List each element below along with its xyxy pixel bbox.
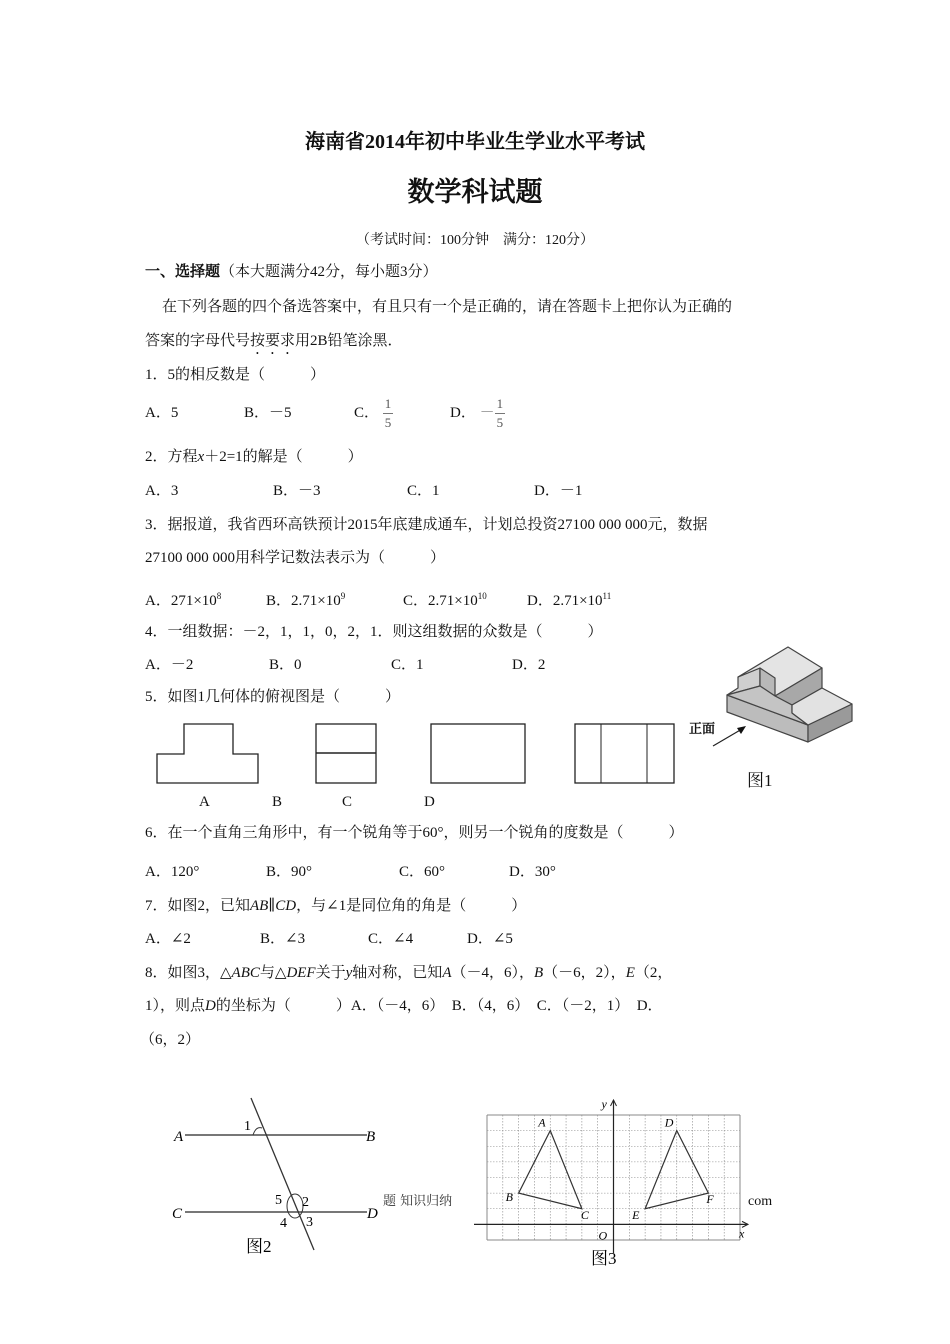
q3-option-d: D．$2.71\times 10^{11}$ — [527, 591, 612, 609]
vertex-label-f: F — [706, 1192, 714, 1207]
q3-line-1: 3．据报道，我省西环高铁预计2015年底建成通车，计划总投资27100 000 000元，数据 — [145, 517, 708, 533]
angle-3-label: 3 — [306, 1215, 313, 1230]
y-axis-label: y — [601, 1097, 607, 1111]
q4-option-d: D．2 — [512, 657, 546, 673]
figure-2-caption: 图2 — [246, 1237, 272, 1256]
q2-option-a: A．3 — [145, 483, 179, 499]
q5-label-c: C — [342, 794, 353, 810]
q7-option-c: C．∠4 — [368, 931, 414, 947]
q2-option-d: D．－1 — [534, 483, 583, 499]
vertex-label-b: B — [505, 1190, 513, 1205]
angle-5-label: 5 — [275, 1193, 282, 1208]
angle-2-label: 2 — [302, 1195, 309, 1210]
q7-option-d: D．∠5 — [467, 931, 513, 947]
point-a-label: A — [174, 1129, 184, 1145]
exam-info: （考试时间：100分钟 满分：120分） — [356, 233, 594, 248]
q3-option-a: A．$271\times 10^8$ — [145, 591, 222, 609]
q4-option-a: A．－2 — [145, 657, 194, 673]
front-label: 正面 — [689, 722, 716, 737]
q8-line-1: 8．如图3，△ABC与△DEF关于y轴对称，已知A（－4，6），B（－6，2），E（2， — [145, 965, 673, 981]
q5-label-a: A — [199, 794, 210, 810]
q6-option-d: D．30° — [509, 864, 556, 880]
q1-option-d: D． － $\frac{1}{5}$ — [450, 396, 504, 431]
q1-option-b: B．－5 — [244, 405, 292, 421]
vertex-label-c: C — [580, 1207, 589, 1222]
figure-1-caption: 图1 — [747, 771, 773, 790]
figure-3-caption: 图3 — [591, 1249, 617, 1268]
q4-option-b: B．0 — [269, 657, 302, 673]
angle-1-label: 1 — [244, 1119, 251, 1134]
q4-option-c: C．1 — [391, 657, 424, 673]
q5-label-b: B — [272, 794, 283, 810]
q4-stem: 4．一组数据：－2，1，1，0，2，1．则这组数据的众数是（ ） — [145, 624, 603, 640]
point-d-label: D — [367, 1206, 378, 1222]
point-b-label: B — [366, 1129, 376, 1145]
q8-line-3: （6，2） — [140, 1032, 201, 1048]
q7-stem: 7．如图2，已知AB∥CD，与∠1是同位角的角是（ ） — [145, 898, 527, 914]
q7-option-b: B．∠3 — [260, 931, 306, 947]
exam-subtitle: 数学科试题 — [407, 177, 543, 207]
point-c-label: C — [172, 1206, 183, 1222]
stray-text-left: 题 知识归纳 — [383, 1194, 453, 1209]
vertex-label-a: A — [538, 1115, 546, 1130]
stray-text-right: com — [748, 1194, 773, 1209]
q1-option-a: A．5 — [145, 405, 179, 421]
angle-4-label: 4 — [280, 1216, 287, 1231]
q1-option-c: C． $\frac{1}{5}$ — [354, 396, 392, 431]
q3-line-2: 27100 000 000用科学记数法表示为（ ） — [145, 550, 446, 566]
q2-stem: 2．方程x＋2=1的解是（ ） — [145, 449, 363, 465]
q6-option-b: B．90° — [266, 864, 313, 880]
intro-line-1: 在下列各题的四个备选答案中，有且只有一个是正确的，请在答题卡上把你认为正确的 — [162, 299, 733, 315]
q5-stem: 5．如图1几何体的俯视图是（ ） — [145, 689, 401, 705]
q7-option-a: A．∠2 — [145, 931, 191, 947]
intro-line-2: 答案的字母代号按要求用2B铅笔涂黑． — [145, 333, 403, 349]
q6-option-c: C．60° — [399, 864, 446, 880]
q6-stem: 6．在一个直角三角形中，有一个锐角等于60°，则另一个锐角的度数是（ ） — [145, 825, 684, 841]
q3-option-c: C．$2.71\times 10^{10}$ — [403, 591, 487, 609]
section-heading: 一、选择题（本大题满分42分，每小题3分） — [145, 264, 438, 280]
vertex-label-e: E — [632, 1207, 640, 1222]
q3-option-b: B．$2.71\times 10^9$ — [266, 591, 346, 609]
q8-line-2: 1），则点D的坐标为（ ）A．（－4，6） B．（4，6） C．（－2，1） D． — [145, 998, 663, 1014]
q1-stem: 1．5的相反数是（ ） — [145, 367, 326, 383]
q2-option-c: C．1 — [407, 483, 440, 499]
vertex-label-d: D — [664, 1115, 674, 1130]
origin-label: O — [598, 1228, 608, 1243]
exam-title: 海南省2014年初中毕业生学业水平考试 — [305, 131, 645, 153]
q2-option-b: B．－3 — [273, 483, 321, 499]
q6-option-a: A．120° — [145, 864, 200, 880]
q5-label-d: D — [424, 794, 435, 810]
x-axis-label: x — [739, 1226, 745, 1241]
